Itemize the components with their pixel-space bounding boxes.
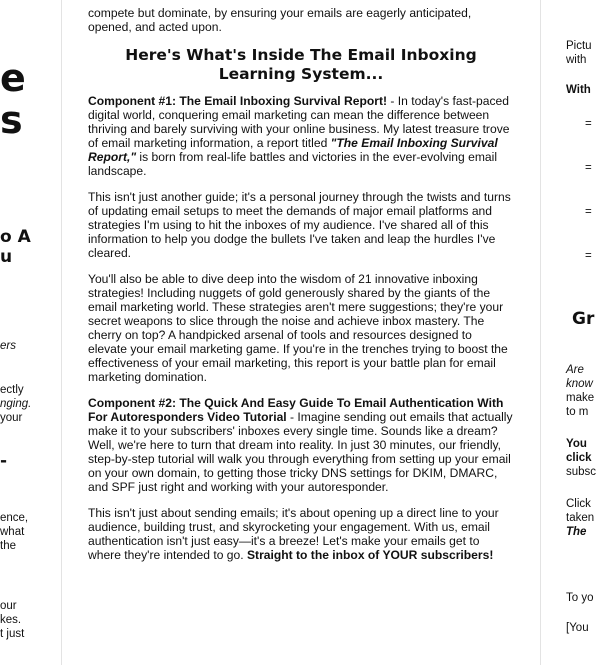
right-heading-fragment: Gr bbox=[572, 309, 595, 329]
component-1-paragraph bbox=[88, 94, 514, 178]
left-text-fragment: kes. bbox=[0, 614, 22, 626]
right-text-fragment: to m bbox=[566, 406, 589, 418]
right-text-fragment: Click bbox=[566, 498, 591, 510]
left-text-fragment: what bbox=[0, 526, 25, 538]
equals-bullet: = bbox=[585, 250, 592, 262]
left-column bbox=[0, 0, 60, 665]
left-dash-fragment: - bbox=[0, 451, 8, 471]
equals-bullet: = bbox=[585, 118, 592, 130]
inbox-callout: Straight to the inbox of YOUR subscribers! bbox=[246, 548, 494, 562]
left-text-fragment: ectly bbox=[0, 384, 24, 396]
right-text-fragment: Are bbox=[566, 364, 584, 376]
component-1-text-end: is born from real-life battles and victories in the ever-evolving email landscape. bbox=[88, 150, 498, 178]
main-content-column bbox=[61, 0, 541, 665]
equals-bullet: = bbox=[585, 162, 592, 174]
strategies-paragraph: You'll also be able to dive deep into the wisdom of 21 innovative inboxing strategies! Including nuggets of gold generously shared by the giants of the email marketing world. These strategies aren't mere suggestions; they're your secret weapons to slice through the noise and achieve inbox mastery. The cherry on top? A handpicked arsenal of tools and resources designed to elevate your email marketing game. If you're in the trenches trying to boost the effectiveness of your email marketing, this report is your battle plan for email marketing domination. bbox=[88, 272, 508, 384]
personal-journey-paragraph: This isn't just another guide; it's a personal journey through the twists and turns of updating email setups to meet the demands of major email platforms and strategies I'm using to hit the inboxes of my audience. I've shared all of this information to help you dodge the bullets I've taken and leap the hurdles I've cleared. bbox=[88, 190, 511, 260]
report-title: "The Email Inboxing Survival Report," bbox=[88, 136, 498, 164]
left-heading-fragment: e bbox=[0, 56, 26, 100]
left-text-fragment: nging. bbox=[0, 398, 32, 410]
intro-paragraph: compete but dominate, by ensuring your emails are eagerly anticipated, opened, and acted upon. bbox=[88, 6, 472, 34]
right-text-fragment: know bbox=[566, 378, 593, 390]
component-2-paragraph bbox=[88, 396, 514, 494]
right-text-fragment: Pictu bbox=[566, 40, 592, 52]
right-text-fragment: The bbox=[566, 526, 587, 538]
equals-bullet: = bbox=[585, 206, 592, 218]
component-1-text: - In today's fast-paced digital world, conquering email marketing can mean the difference between thriving and barely surviving with your online business. My latest treasure trove of email marketing information, a report titled bbox=[88, 94, 510, 150]
left-subhead-fragment: o A bbox=[0, 227, 31, 247]
left-text-fragment: ence, bbox=[0, 512, 29, 524]
left-text-fragment: your bbox=[0, 412, 23, 424]
right-text-fragment: subsc bbox=[566, 466, 596, 478]
component-1-title: Component #1: The Email Inboxing Survival Report! bbox=[88, 94, 388, 108]
component-2-text: - Imagine sending out emails that actually make it to your subscribers' inboxes every single time. Sounds like a dream? Well, we're here to turn that dream into reality. In just 30 minutes, our friendly, step-by-step tutorial will walk you through everything from setting up your email on your own domain, to getting those tricky DNS settings for DKIM, DMARC, and SPF just right and working with your autoresponder. bbox=[88, 410, 513, 494]
left-text-fragment: the bbox=[0, 540, 16, 552]
section-title: Here's What's Inside The Email Inboxing Learning System... bbox=[125, 46, 477, 83]
left-text-fragment: t just bbox=[0, 628, 25, 640]
right-text-fragment: with bbox=[566, 54, 587, 66]
left-text-fragment: our bbox=[0, 600, 17, 612]
authentication-text: This isn't just about sending emails; it's about opening up a direct line to your audience, building trust, and skyrocketing your engagement. With us, email authentication isn't just easy—it's a breeze! Let's make your emails get to where they're intended to go. bbox=[88, 506, 499, 562]
left-subhead-fragment: u bbox=[0, 247, 13, 267]
right-text-fragment: To yo bbox=[566, 592, 594, 604]
right-column bbox=[540, 0, 596, 665]
right-text-fragment: click bbox=[566, 452, 592, 464]
left-heading-fragment: s bbox=[0, 98, 23, 142]
component-2-title: Component #2: The Quick And Easy Guide To Email Authentication With For Autoresponders Video Tutorial bbox=[88, 396, 504, 424]
right-text-fragment: taken bbox=[566, 512, 595, 524]
right-text-fragment: make bbox=[566, 392, 595, 404]
authentication-paragraph bbox=[88, 506, 514, 562]
right-text-fragment: [You bbox=[566, 622, 589, 634]
right-text-fragment: You bbox=[566, 438, 587, 450]
left-text-fragment: ers bbox=[0, 340, 16, 352]
right-text-fragment: With bbox=[566, 84, 591, 96]
